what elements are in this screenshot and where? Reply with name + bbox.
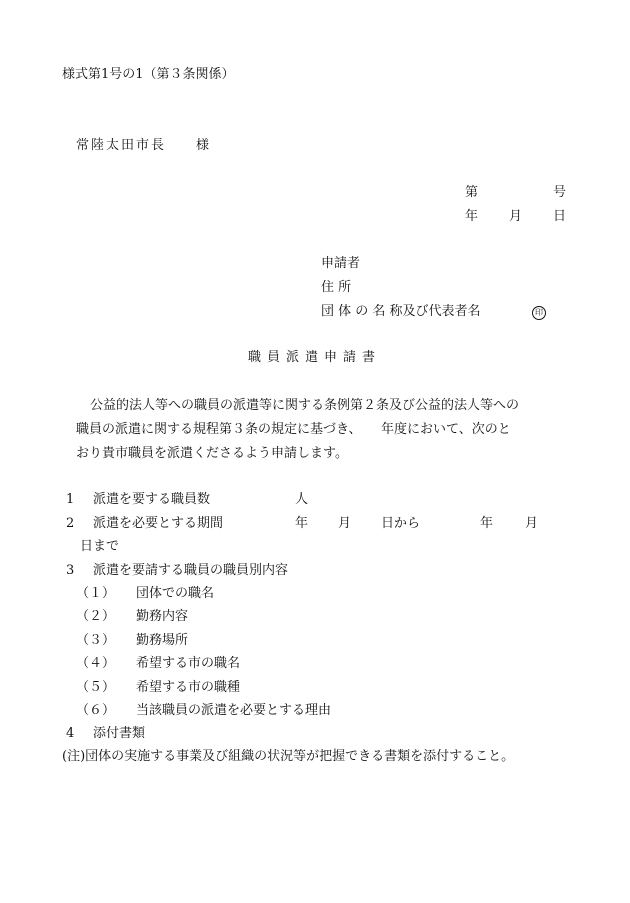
document-title: 職員派遣申請書: [248, 350, 382, 365]
item-2-from: 日から: [381, 516, 421, 531]
item-1-num: 1: [66, 492, 75, 507]
sub-item-5-num: （５）: [76, 680, 116, 695]
sub-item-3-label: 勤務場所: [136, 633, 189, 648]
date-month: 月: [509, 209, 523, 224]
doc-no-go: 号: [553, 185, 567, 200]
date-year: 年: [465, 209, 479, 224]
addressee: 常陸太田市長 様: [76, 138, 212, 153]
item-4-num: 4: [66, 726, 75, 741]
item-2-year-1: 年: [295, 516, 309, 531]
sub-item-6-num: （６）: [76, 703, 116, 718]
item-2-year-2: 年: [480, 516, 494, 531]
body-line-1: 公益的法人等への職員の派遣等に関する条例第２条及び公益的法人等への: [90, 398, 520, 413]
doc-no-dai: 第: [465, 185, 479, 200]
item-2-month-2: 月: [525, 516, 539, 531]
item-1-unit: 人: [295, 492, 309, 507]
sub-item-4-label: 希望する市の職名: [136, 656, 241, 671]
sub-item-5-label: 希望する市の職種: [136, 680, 241, 695]
item-2-month-1: 月: [338, 516, 352, 531]
body-line-3: おり貴市職員を派遣くださるよう申請します。: [76, 446, 348, 461]
item-4-label: 添付書類: [93, 726, 146, 741]
item-2-label: 派遣を必要とする期間: [93, 516, 224, 531]
seal-mark: 印: [532, 306, 546, 320]
sub-item-2-label: 勤務内容: [136, 609, 189, 624]
item-3-num: 3: [66, 563, 75, 578]
sub-item-4-num: （４）: [76, 656, 116, 671]
sub-item-3-num: （３）: [76, 633, 116, 648]
item-2-until: 日まで: [80, 539, 120, 554]
sub-item-2-num: （２）: [76, 609, 116, 624]
form-number: 様式第1号の1（第３条関係）: [62, 67, 235, 82]
date-day: 日: [553, 209, 567, 224]
item-3-label: 派遣を要請する職員の職員別内容: [93, 563, 289, 578]
note: (注)団体の実施する事業及び組織の状況等が把握できる書類を添付すること。: [62, 749, 515, 764]
sub-item-1-label: 団体での職名: [136, 586, 215, 601]
applicant-address: 住 所: [321, 280, 352, 295]
sub-item-1-num: （１）: [76, 586, 116, 601]
item-1-label: 派遣を要する職員数: [93, 492, 211, 507]
body-line-2: 職員の派遣に関する規程第３条の規定に基づき、 年度において、次のと: [76, 422, 511, 437]
sub-item-6-label: 当該職員の派遣を必要とする理由: [136, 703, 332, 718]
applicant-org-name: 団 体 の 名 称及び代表者名: [321, 304, 481, 319]
item-2-num: 2: [66, 516, 75, 531]
applicant-seal: [532, 304, 546, 320]
applicant-label: 申請者: [321, 256, 361, 271]
